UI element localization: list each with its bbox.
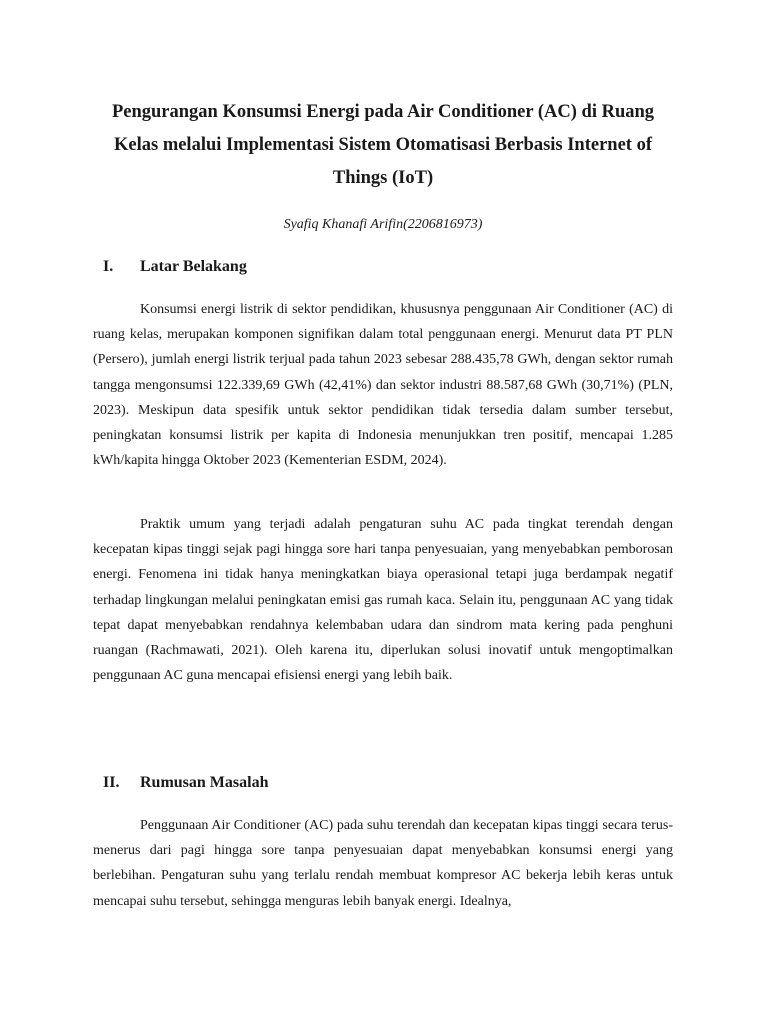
- paragraph: Penggunaan Air Conditioner (AC) pada suhu terendah dan kecepatan kipas tinggi secara terus-menerus dari pagi hingga sore tanpa penyesuaian dapat menyebabkan konsumsi energi yang berlebihan. Pengaturan suhu yang terlalu rendah membuat kompresor AC bekerja lebih keras untuk mencapai suhu tersebut, sehingga menguras lebih banyak energi. Idealnya,: [93, 818, 673, 909]
- paragraph: Konsumsi energi listrik di sektor pendidikan, khususnya penggunaan Air Conditioner (AC) di ruang kelas, merupakan komponen signifikan dalam total penggunaan energi. Menurut data PT PLN (Persero), jumlah energi listrik terjual pada tahun 2023 sebesar 288.435,78 GWh, dengan sektor rumah tangga mengonsumsi 122.339,69 GWh (42,41%) dan sektor industri 88.587,68 GWh (30,71%) (PLN, 2023). Meskipun data spesifik untuk sektor pendidikan tidak tersedia dalam sumber tersebut, peningkatan konsumsi listrik per kapita di Indonesia menunjukkan tren positif, mencapai 1.285 kWh/kapita hingga Oktober 2023 (Kementerian ESDM, 2024).: [93, 302, 673, 469]
- document-title: Pengurangan Konsumsi Energi pada Air Conditioner (AC) di Ruang Kelas melalui Implementasi Sistem Otomatisasi Berbasis Internet of Things (IoT): [111, 102, 655, 188]
- section-number: I.: [103, 258, 114, 275]
- section-title: Latar Belakang: [140, 258, 247, 275]
- paragraph: Praktik umum yang terjadi adalah pengaturan suhu AC pada tingkat terendah dengan kecepatan kipas tinggi sejak pagi hingga sore hari tanpa penyesuaian, yang menyebabkan pemborosan energi. Fenomena ini tidak hanya meningkatkan biaya operasional tetapi juga berdampak negatif terhadap lingkungan melalui peningkatan emisi gas rumah kaca. Selain itu, penggunaan AC yang tidak tepat dapat menyebabkan rendahnya kelembaban udara dan sindrom mata kering pada penghuni ruangan (Rachmawati, 2021). Oleh karena itu, diperlukan solusi inovatif untuk mengoptimalkan penggunaan AC guna mencapai efisiensi energi yang lebih baik.: [93, 517, 673, 684]
- section-number: II.: [103, 774, 120, 791]
- author-line: Syafiq Khanafi Arifin(2206816973): [283, 217, 483, 232]
- section-title: Rumusan Masalah: [140, 774, 269, 791]
